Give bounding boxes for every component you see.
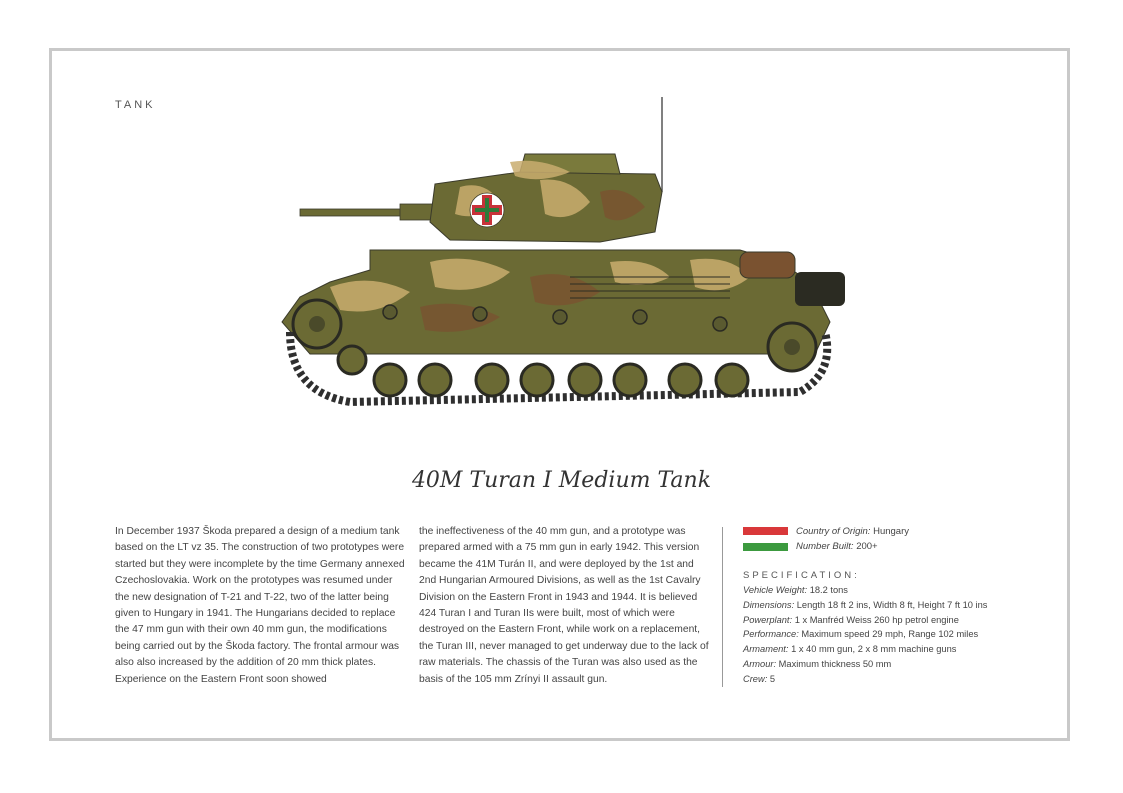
hungarian-cross-emblem xyxy=(470,193,504,227)
spec-value: 5 xyxy=(769,673,776,684)
rear-exhaust xyxy=(795,272,845,306)
spec-row xyxy=(743,672,987,687)
spec-value: 18.2 tons xyxy=(809,585,848,595)
built-value: 200+ xyxy=(856,541,878,552)
spec-label: Crew: xyxy=(743,673,768,684)
number-built xyxy=(796,541,878,552)
spec-value: 1 x Manfréd Weiss 260 hp petrol engine xyxy=(794,614,959,625)
built-label: Number Built: xyxy=(796,541,854,552)
spec-row xyxy=(743,613,987,628)
spec-label: Vehicle Weight: xyxy=(743,585,808,595)
spec-label: Armament: xyxy=(743,644,789,655)
spec-row xyxy=(743,583,987,598)
spec-label: Dimensions: xyxy=(743,599,795,610)
category-label: TANK xyxy=(115,99,156,111)
column-divider xyxy=(722,527,723,687)
spec-label: Powerplant: xyxy=(743,614,793,625)
spec-value: Maximum speed 29 mph, Range 102 miles xyxy=(801,629,979,640)
specification-list xyxy=(743,583,987,687)
spec-label: Performance: xyxy=(743,629,799,640)
specification-heading: SPECIFICATION: xyxy=(743,570,860,581)
spec-value: Length 18 ft 2 ins, Width 8 ft, Height 7 ft 10 ins xyxy=(796,599,988,610)
spec-row xyxy=(743,657,987,672)
spec-row xyxy=(743,627,987,642)
spec-value: Maximum thickness 50 mm xyxy=(778,658,892,669)
hungarian-flag xyxy=(743,527,788,551)
page-title: 40M Turan I Medium Tank xyxy=(411,468,712,493)
description-column-1: In December 1937 Škoda prepared a design of a medium tank based on the LT vz 35. The construction of two prototypes were started but they were incomplete by the time Germany annexed Czechoslovakia. Work on the prototypes was resumed under the new designation of T-21 and T-22, two of the latter being given to Hungary in 1941. The Hungarians decided to replace the 47 mm gun with their own 40 mm gun, the modifications being carried out by the Škoda factory. The frontal armour was also also increased by the addition of 20 mm thick plates. Experience on the Eastern Front soon showed xyxy=(115,526,405,685)
origin-value: Hungary xyxy=(873,526,910,537)
spec-row xyxy=(743,642,987,657)
origin-label: Country of Origin: xyxy=(796,526,871,537)
tank-illustration xyxy=(270,92,860,412)
spec-label: Armour: xyxy=(743,658,777,669)
spec-row xyxy=(743,598,987,613)
description-column-2: the ineffectiveness of the 40 mm gun, and a prototype was prepared armed with a 75 mm gun in early 1942. This version became the 41M Turán II, and were deployed by the 1st and 2nd Hungarian Armoured Divisions, as well as the 1st Cavalry Division on the Eastern Front in 1943 and 1944. It is believed 424 Turan I and Turan IIs were built, most of which were destroyed on the Eastern Front, while work on a replacement, the Turan III, never managed to get underway due to the lack of raw materials. The chassis of the Turan was also used as the basis of the 105 mm Zrínyi II assault gun. xyxy=(419,526,709,685)
exhaust-muffler xyxy=(740,252,795,278)
spec-value: 1 x 40 mm gun, 2 x 8 mm machine guns xyxy=(791,644,957,655)
country-of-origin xyxy=(796,526,909,537)
